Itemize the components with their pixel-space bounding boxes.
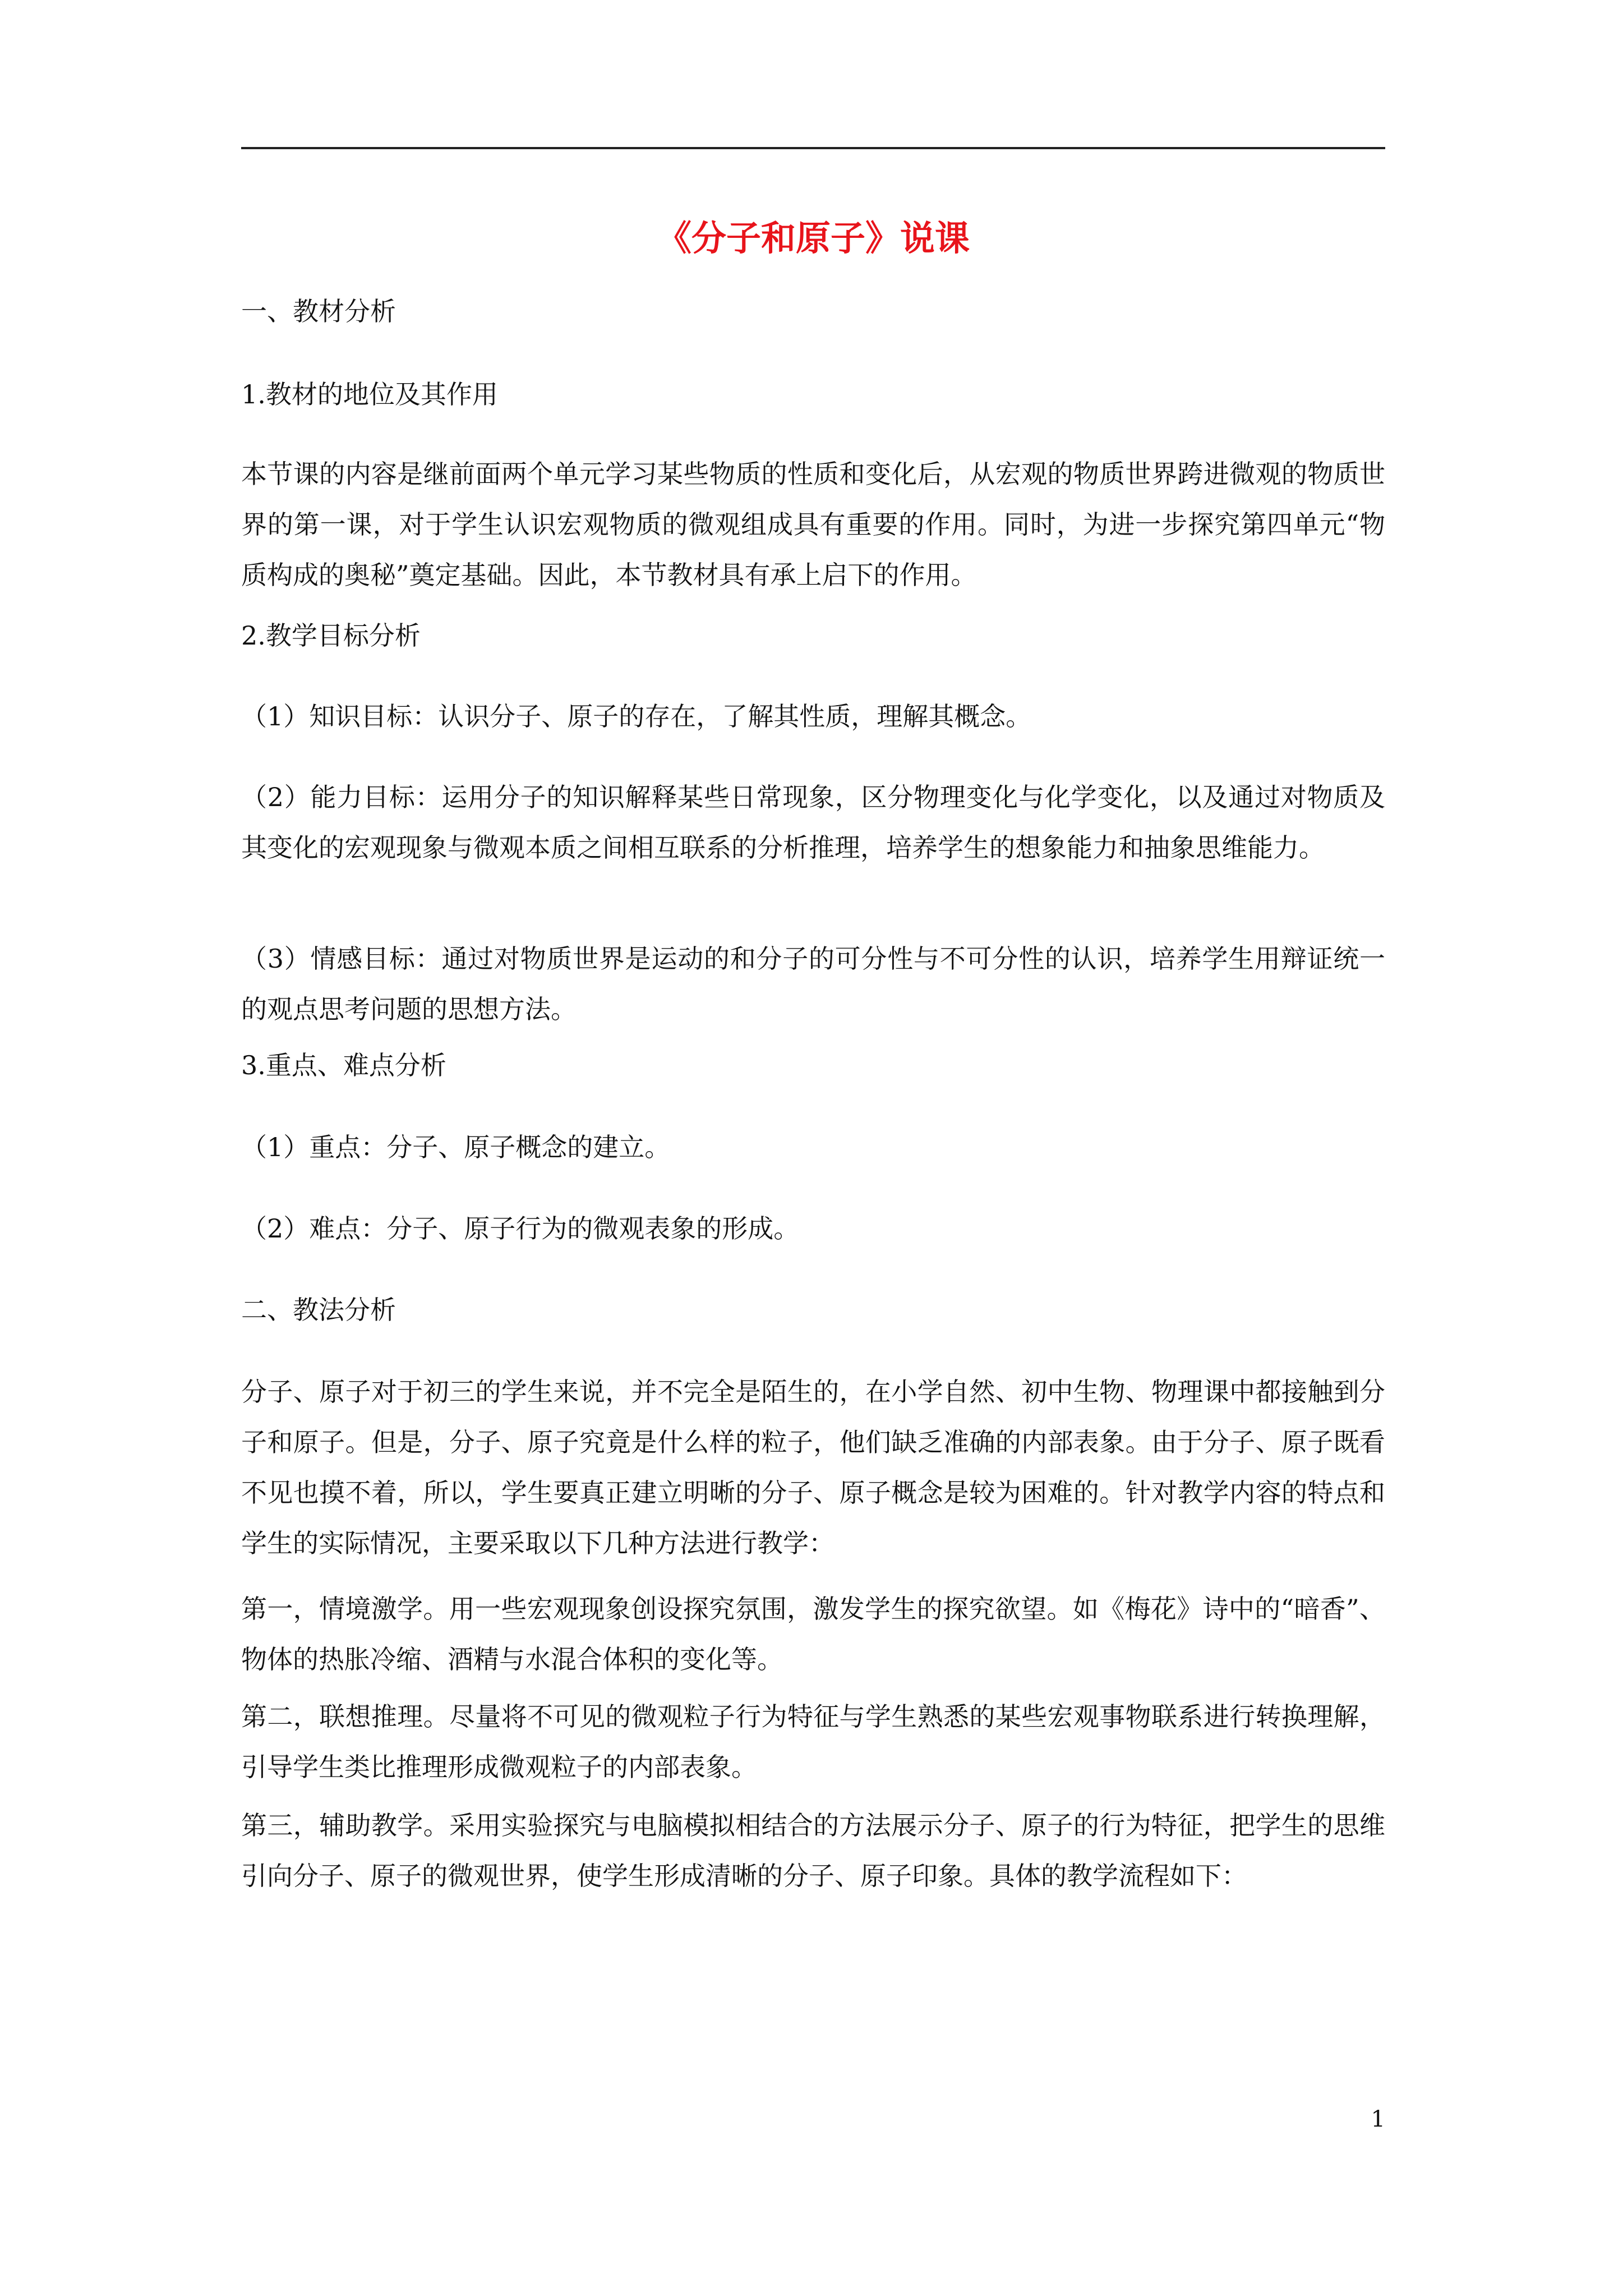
subheading-textbook-role: 1.教材的地位及其作用 <box>241 379 498 409</box>
document-title: 《分子和原子》说课 <box>656 218 970 259</box>
section-heading-teaching-methods: 二、教法分析 <box>241 1295 396 1325</box>
paragraph-knowledge-goal: （1）知识目标：认识分子、原子的存在，了解其性质，理解其概念。 <box>241 701 1032 731</box>
paragraph-method-overview: 分子、原子对于初三的学生来说，并不完全是陌生的，在小学自然、初中生物、物理课中都接触到分子和原子。但是，分子、原子究竟是什么样的粒子，他们缺乏准确的内部表象。由于分子、原子既看不见也摸不着，所以，学生要真正建立明晰的分子、原子概念是较为困难的。针对教学内容的特点和学生的实际情况，主要采取以下几种方法进行教学： <box>241 1377 1385 1558</box>
subheading-teaching-goals: 2.教学目标分析 <box>241 620 421 651</box>
section-heading-textbook-analysis: 一、教材分析 <box>241 296 396 326</box>
paragraph-method-one: 第一，情境激学。用一些宏观现象创设探究氛围，激发学生的探究欲望。如《梅花》诗中的“暗香”、物体的热胀冷缩、酒精与水混合体积的变化等。 <box>241 1594 1385 1674</box>
paragraph-textbook-role: 本节课的内容是继前面两个单元学习某些物质的性质和变化后，从宏观的物质世界跨进微观的物质世界的第一课，对于学生认识宏观物质的微观组成具有重要的作用。同时，为进一步探究第四单元“物质构成的奥秘”奠定基础。因此，本节教材具有承上启下的作用。 <box>241 459 1385 590</box>
paragraph-difficult-point: （2）难点：分子、原子行为的微观表象的形成。 <box>241 1213 800 1244</box>
paragraph-ability-goal: （2）能力目标：运用分子的知识解释某些日常现象，区分物理变化与化学变化，以及通过对物质及其变化的宏观现象与微观本质之间相互联系的分析推理，培养学生的想象能力和抽象思维能力。 <box>241 782 1385 863</box>
paragraph-method-two: 第二，联想推理。尽量将不可见的微观粒子行为特征与学生熟悉的某些宏观事物联系进行转换理解，引导学生类比推理形成微观粒子的内部表象。 <box>241 1701 1385 1782</box>
subheading-key-points: 3.重点、难点分析 <box>241 1050 446 1080</box>
page-number: 1 <box>1371 2106 1385 2132</box>
paragraph-emotion-goal: （3）情感目标：通过对物质世界是运动的和分子的可分性与不可分性的认识，培养学生用辩证统一的观点思考问题的思想方法。 <box>241 944 1385 1024</box>
header-rule <box>241 147 1385 149</box>
paragraph-key-point: （1）重点：分子、原子概念的建立。 <box>241 1132 671 1162</box>
paragraph-method-three: 第三，辅助教学。采用实验探究与电脑模拟相结合的方法展示分子、原子的行为特征，把学生的思维引向分子、原子的微观世界，使学生形成清晰的分子、原子印象。具体的教学流程如下： <box>241 1810 1385 1891</box>
